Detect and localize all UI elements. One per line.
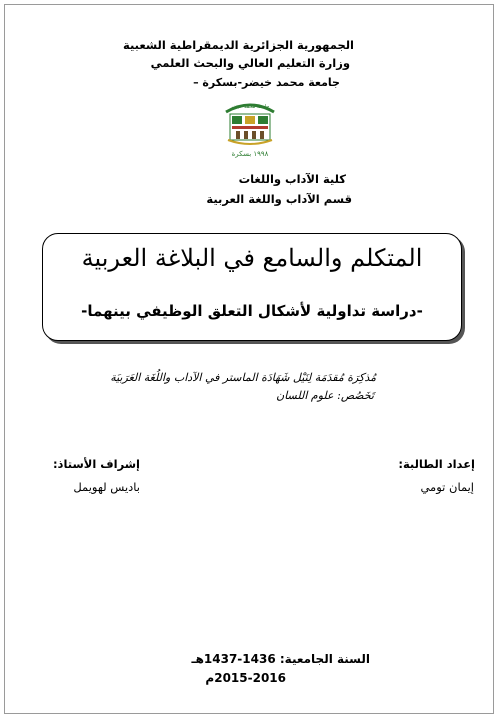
ministry-name: وزارة التعليم العالي والبحث العلمي xyxy=(150,56,350,70)
thesis-purpose: مُذكِرَة مُقدَمَة لِنَيْل شَهَادَة الماستر في الآداب واللُغَة العَرَبيَة xyxy=(110,371,376,384)
department-name: قسم الآداب واللغة العربية xyxy=(206,192,352,206)
student-label: إعداد الطالبة: xyxy=(398,457,475,471)
thesis-title: المتكلم والسامع في البلاغة العربية xyxy=(81,244,423,272)
supervisor-name: باديس لهويمل xyxy=(73,480,140,494)
academic-year-gregorian: 2015-2016م xyxy=(205,671,286,685)
svg-text:جامعة محمد خيضر: جامعة محمد خيضر xyxy=(230,104,270,110)
faculty-name: كلية الآداب واللغات xyxy=(238,172,346,186)
svg-text:١٩٩٨ بسكرة: ١٩٩٨ بسكرة xyxy=(231,150,269,158)
thesis-specialty: تَخَصُص: علوم اللسان xyxy=(276,389,374,402)
university-name: جامعة محمد خيضر-بسكرة – xyxy=(193,76,340,89)
thesis-subtitle: -دراسة تداولية لأشكال التعلق الوظيفي بينهما- xyxy=(81,302,423,320)
supervisor-label: إشراف الأستاذ: xyxy=(52,457,140,471)
title-box xyxy=(42,233,462,341)
university-seal-icon xyxy=(222,96,278,160)
academic-year-hijri: السنة الجامعية: 1436-1437هـ xyxy=(191,652,370,666)
student-name: إيمان تومي xyxy=(420,480,474,494)
republic-name: الجمهورية الجزائرية الديمقراطية الشعبية xyxy=(122,38,354,52)
